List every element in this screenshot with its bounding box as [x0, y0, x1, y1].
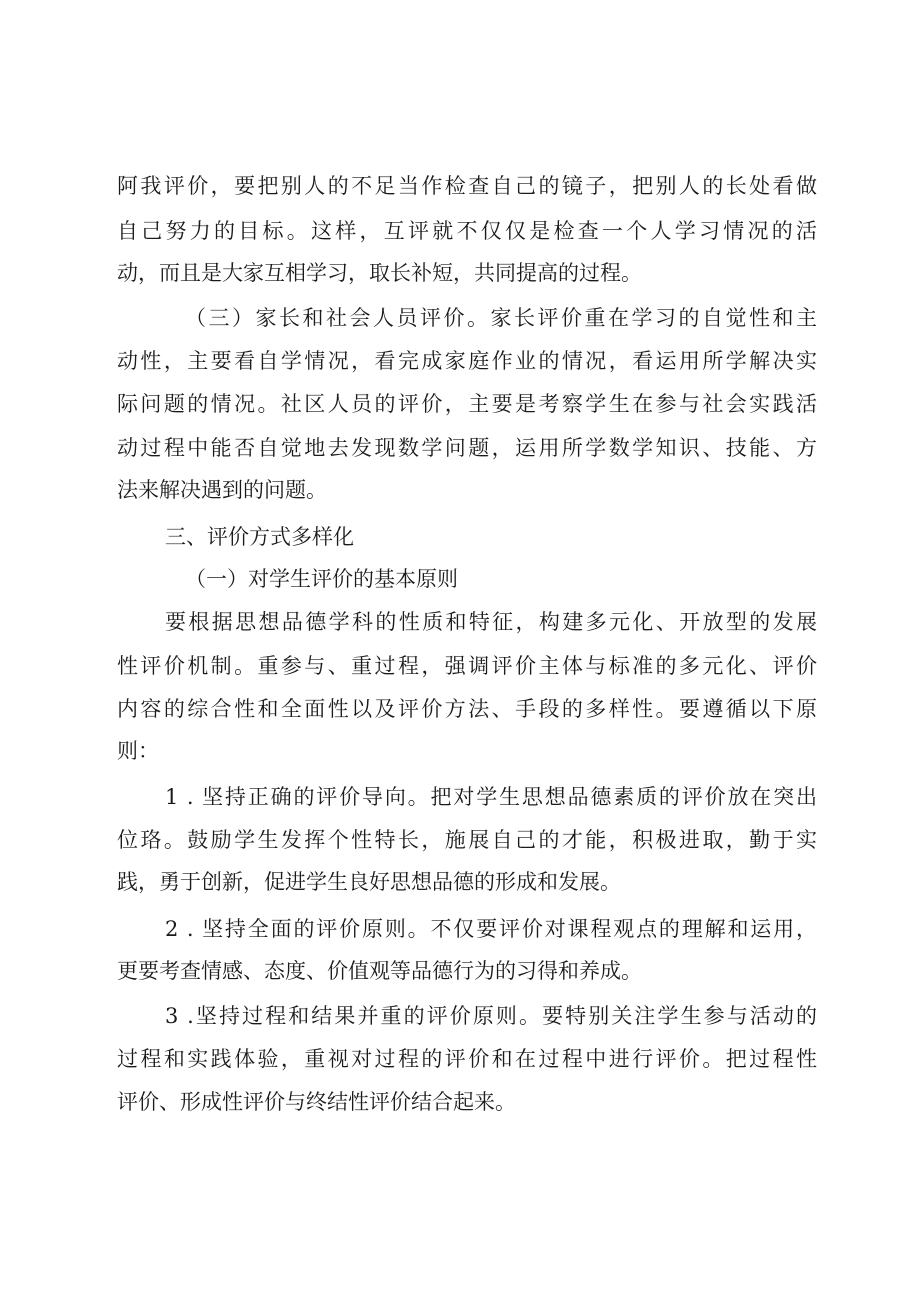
paragraph-line: 要根据思想品德学科的性质和特征，构建多元化、开放型的发展: [165, 610, 817, 634]
paragraph-line: 性评价机制。重参与、重过程，强调评价主体与标准的多元化、评价: [117, 654, 817, 678]
paragraph-line: 动过程中能否自觉地去发现数学问题，运用所学数学知识、技能、方: [117, 436, 817, 460]
paragraph-line: 2 . 坚持全面的评价原则。不仅要评价对课程观点的理解和运用，: [165, 917, 817, 941]
paragraph-line: 更要考查情感、态度、价值观等品德行为的习得和养成。: [117, 959, 642, 983]
paragraph-line: 动性，主要看自学情况，看完成家庭作业的情况，看运用所学解决实: [117, 349, 817, 373]
paragraph-line: 自己努力的目标。这样，互评就不仅仅是检查一个人学习情况的活: [117, 219, 817, 243]
paragraph-line: 则：: [117, 739, 159, 763]
paragraph-line: 1 . 坚持正确的评价导向。把对学生思想品德素质的评价放在突出: [165, 785, 817, 809]
subsection-heading: （一）对学生评价的基本原则: [185, 567, 458, 591]
paragraph-line: 评价、形成性评价与终结性评价结合起来。: [117, 1090, 516, 1114]
paragraph-line: 践，勇于创新，促进学生良好思想品德的形成和发展。: [117, 870, 621, 894]
paragraph-line: 法来解决遇到的问题。: [117, 478, 327, 502]
paragraph-line: 位珞。鼓励学生发挥个性特长，施展自己的才能，积极进取，勤于实: [117, 828, 817, 852]
section-heading: 三、评价方式多样化: [165, 525, 354, 549]
paragraph-line: 内容的综合性和全面性以及评价方法、手段的多样性。要遵循以下原: [117, 697, 817, 721]
paragraph-line: （三）家长和社会人员评价。家长评价重在学习的自觉性和主: [185, 306, 817, 330]
paragraph-line: 过程和实践体验，重视对过程的评价和在过程中进行评价。把过程性: [117, 1047, 817, 1071]
paragraph-line: 3 .坚持过程和结果并重的评价原则。要特别关注学生参与活动的: [165, 1004, 817, 1028]
paragraph-line: 动，而且是大家互相学习，取长补短，共同提高的过程。: [117, 261, 642, 285]
paragraph-line: 阿我评价，要把别人的不足当作检查自己的镜子，把别人的长处看做: [117, 174, 817, 198]
paragraph-line: 际问题的情况。社区人员的评价，主要是考察学生在参与社会实践活: [117, 392, 817, 416]
